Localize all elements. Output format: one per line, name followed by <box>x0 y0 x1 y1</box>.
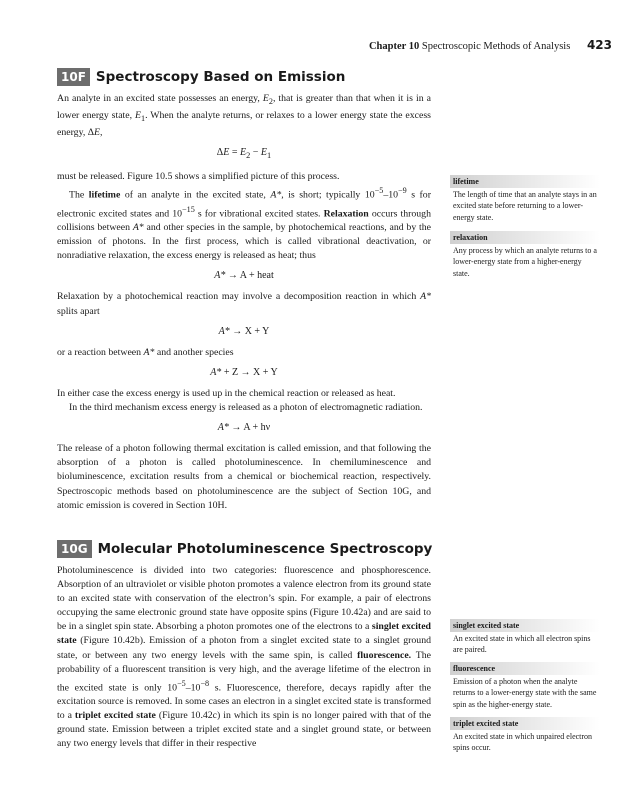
term-singlet: singlet excited state <box>57 621 431 647</box>
chapter-title: Spectroscopic Methods of Analysis <box>421 41 571 52</box>
term-fluorescence: fluorescence. <box>357 649 412 661</box>
section-title: Spectroscopy Based on Emission <box>95 69 346 85</box>
glossary-term: fluorescence <box>450 662 600 675</box>
glossary-triplet <box>450 717 600 754</box>
glossary-term: triplet excited state <box>450 717 600 730</box>
paragraph: Relaxation by a photochemical reaction may involve a decomposition reaction in which A* splits apart <box>57 291 431 317</box>
equation-decomposition: A* → X + Y <box>218 325 270 337</box>
glossary-definition: An excited state in which unpaired electron spins occur. <box>453 732 593 753</box>
paragraph: In the third mechanism excess energy is released as a photon of electromagnetic radiation. <box>69 402 423 414</box>
glossary-definition: An excited state in which all electron spins are paired. <box>453 634 591 655</box>
glossary-definition: Emission of a photon when the analyte returns to a lower-energy state with the same spin as the higher-energy state. <box>453 677 597 709</box>
section-10f-body <box>57 92 431 513</box>
equation-energy: $\Delta E = E_2 - E_1$ <box>216 147 272 161</box>
paragraph: Photoluminescence is divided into two categories: fluorescence and phosphorescence. Absorption of an ultraviolet or visible photon promotes a valence electron from its ground state to an excited state with conservation of the electron’s spin. For example, a pair of electrons occupying the same electronic ground state have opposite spins (Figure 10.42a) and are said to be in a singlet spin state. Absorbing a photon promotes one of the electrons to a singlet excited state (Figure 10.42b). Emission of a photon from a singlet excited state to a singlet ground state, or between any two energy levels with the same spin, is called fluorescence. The probability of a fluorescent transition is very high, and the average lifetime of the electron in the excited state is only $10^{-5}-10^{-8}$ s. Fluorescence, therefore, decays rapidly after the excitation source is removed. In some cases an electron in a singlet excited state is transformed to a triplet excited state (Figure 10.42c) in which its spin is no longer paired with that of the ground state. Emission between a triplet excited state and a singlet ground state, or between any two energy levels that differ in their respective <box>57 565 431 750</box>
equation-reaction: A* + Z → X + Y <box>210 366 278 378</box>
glossary-term: relaxation <box>450 231 600 244</box>
paragraph: In either case the excess energy is used up in the chemical reaction or released as heat. <box>57 387 396 399</box>
paragraph: must be released. Figure 10.5 shows a simplified picture of this process. <box>57 171 340 183</box>
equation-heat: A* → A + heat <box>214 270 274 282</box>
glossary-singlet <box>450 619 600 656</box>
term-triplet: triplet excited state <box>74 710 156 722</box>
section-title: Molecular Photoluminescence Spectroscopy <box>97 541 433 557</box>
glossary-definition: Any process by which an analyte returns to a lower-energy state from a higher-energy state. <box>453 246 597 278</box>
section-10f-heading <box>57 68 345 86</box>
running-head <box>369 38 612 52</box>
paragraph: The lifetime of an analyte in the excited state, A*, is short; typically $10^{-5}-10^{-9}$ s for electronic excited states and $10^{-15}$ s for vibrational excited states. Relaxation occurs through collisions between A* and other species in the sample, by photochemical reactions, and by the emission of photons. In the first process, which is called vibrational deactivation, or nonradiative relaxation, the excess energy is released as heat; thus <box>57 186 432 262</box>
section-10g-heading <box>57 540 432 558</box>
page-number: 423 <box>586 38 612 52</box>
glossary-relaxation <box>450 231 600 279</box>
glossary-term: singlet excited state <box>450 619 600 632</box>
chapter-label: Chapter 10 <box>368 41 420 52</box>
section-10g-body <box>57 564 431 751</box>
paragraph: An analyte in an excited state possesses an energy, $E_2$, that is greater than that when it is in a lower energy state, $E_1$. When the analyte returns, or relaxes to a lower energy state the excess energy, ΔE, <box>57 93 431 139</box>
paragraph: or a reaction between A* and another species <box>57 346 234 358</box>
paragraph: The release of a photon following thermal excitation is called emission, and that following the absorption of a photon is called photoluminescence. In chemiluminescence and bioluminescence, excitation results from a chemical or biochemical reaction, respectively. Spectroscopic methods based on photoluminescence are the subject of Section 10G, and atomic emission is covered in Section 10H. <box>57 443 431 511</box>
term-lifetime: lifetime <box>88 189 121 201</box>
glossary-lifetime <box>450 175 600 223</box>
equation-photon: A* → A + hν <box>217 422 271 434</box>
term-relaxation: Relaxation <box>323 208 369 219</box>
section-badge: 10F <box>57 68 90 86</box>
glossary-fluorescence <box>450 662 600 710</box>
glossary-term: lifetime <box>450 175 600 188</box>
glossary-definition: The length of time that an analyte stays in an excited state before returning to a lower-energy state. <box>453 190 597 222</box>
section-badge: 10G <box>57 540 92 558</box>
